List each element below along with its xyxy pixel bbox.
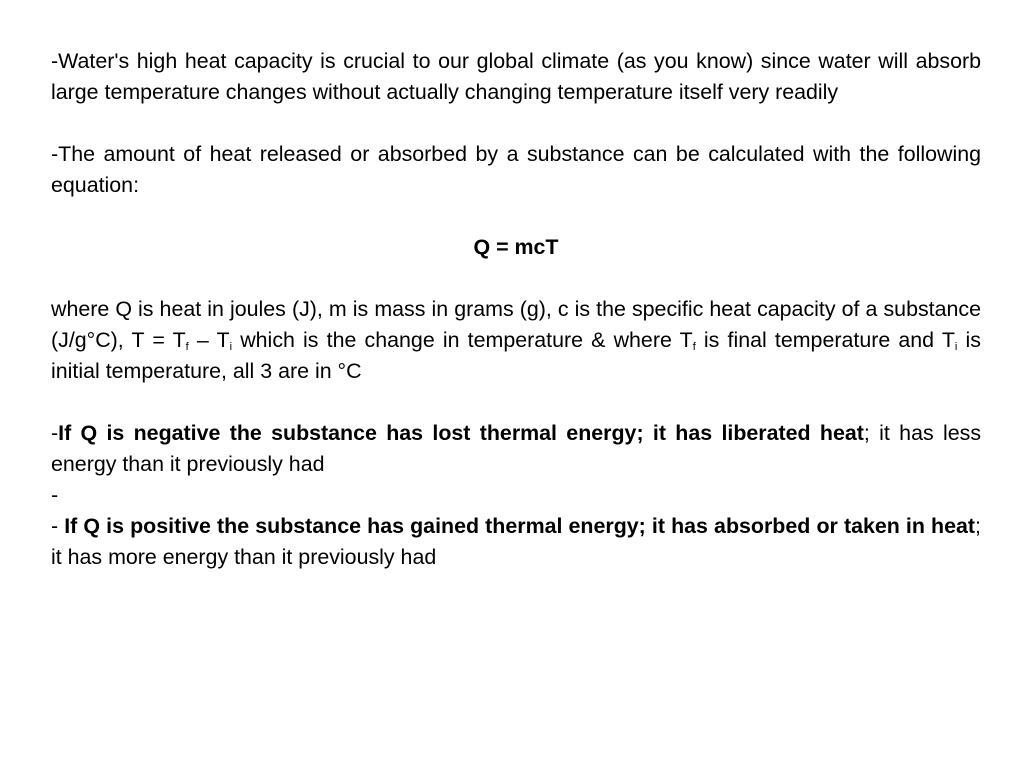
final-subscript: f bbox=[692, 341, 696, 353]
spacer bbox=[51, 387, 981, 418]
heat-equation-intro-paragraph: -The amount of heat released or absorbed by a substance can be calculated with the following equation: bbox=[51, 142, 981, 197]
positive-q-paragraph bbox=[51, 511, 981, 573]
slide-content bbox=[51, 46, 981, 573]
initial-subscript: i bbox=[954, 341, 958, 353]
heat-equation: Q = mcT bbox=[473, 235, 559, 259]
final-subscript: f bbox=[185, 341, 189, 353]
definition-text: – T bbox=[188, 328, 230, 352]
bullet-dash: - bbox=[51, 421, 59, 445]
positive-q-emphasis: If Q is positive the substance has gained thermal energy; it has absorbed or taken in heat bbox=[64, 514, 976, 538]
definition-text: is final temperature and T bbox=[695, 328, 955, 352]
spacer bbox=[51, 201, 981, 232]
variable-definition-paragraph bbox=[51, 294, 981, 387]
spacer bbox=[51, 263, 981, 294]
negative-q-emphasis: If Q is negative the substance has lost thermal energy; it has liberated heat bbox=[58, 421, 864, 445]
initial-subscript: i bbox=[229, 341, 233, 353]
definition-text: is initial temperature, all 3 are in °C bbox=[51, 328, 981, 383]
separator-dash: - bbox=[51, 483, 59, 507]
definition-text: where Q is heat in joules (J), m is mass in grams (g), c is the specific heat capacity of a substance (J/g°C), T = T bbox=[51, 297, 981, 352]
heat-capacity-paragraph: -Water's high heat capacity is crucial to our global climate (as you know) since water will absorb large temperature changes without actually changing temperature itself very readily bbox=[51, 49, 981, 104]
negative-q-text: ; it has less energy than it previously had bbox=[51, 421, 982, 476]
definition-text: which is the change in temperature & where T bbox=[232, 328, 693, 352]
bullet-dash: - bbox=[51, 514, 65, 538]
spacer bbox=[51, 108, 981, 139]
negative-q-paragraph bbox=[51, 418, 981, 480]
positive-q-text: ; it has more energy than it previously had bbox=[51, 514, 981, 569]
